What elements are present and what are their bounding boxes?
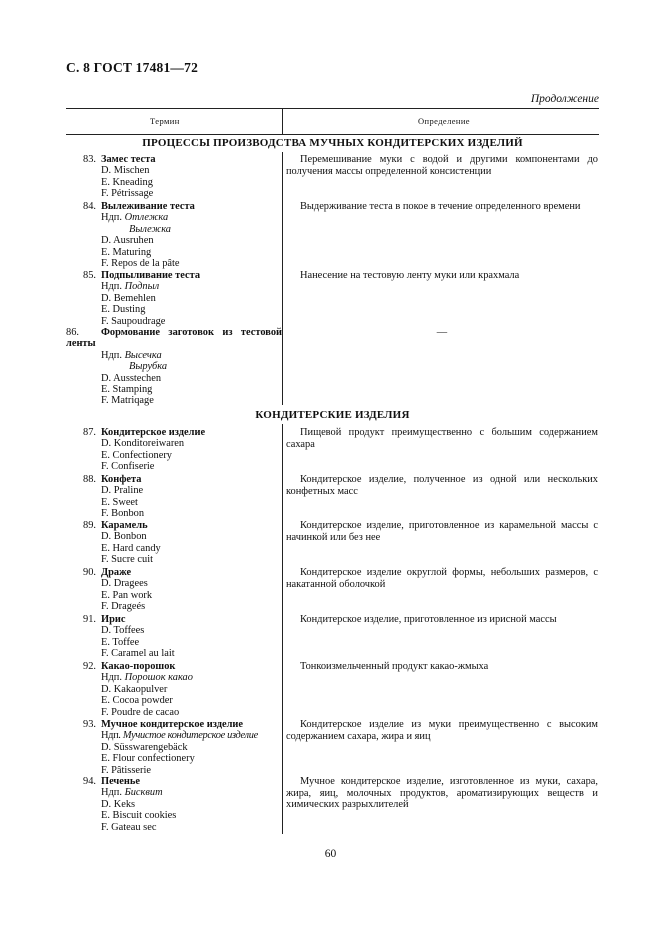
page-header: С. 8 ГОСТ 17481—72 (66, 60, 199, 75)
term-title: Замес теста (101, 154, 156, 165)
definition-90: Кондитерское изделие округлой формы, небольших размеров, с накатанной оболочкой (286, 567, 598, 590)
term-title: Печенье (101, 776, 141, 787)
definition-84: Выдерживание теста в покое в течение определенного времени (300, 201, 581, 212)
continuation-label: Продолжение (530, 93, 599, 105)
entry-88: 88. Конфета D. Praline E. Sweet F. Bonbon (83, 474, 145, 520)
entry-93: 93. Мучное кондитерское изделие Ндп. Мучистое кондитерское изделие D. Süsswarengebäck E. Flour confectionery F. Pâtisserie (83, 719, 258, 776)
column-header-definition: Определение (418, 116, 470, 126)
definition-88: Кондитерское изделие, полученное из одной или нескольких конфетных масс (286, 474, 598, 497)
term-title: Кондитерское изделие (101, 427, 206, 438)
term-title: Формование заготовок из тестовой (101, 327, 282, 338)
term-title: Ирис (101, 614, 126, 625)
term-title: Карамель (101, 520, 148, 531)
entry-85: 85. Подпыливание теста Ндп. Подпыл D. Bemehlen E. Dusting F. Saupoudrage (83, 270, 201, 327)
definition-93: Кондитерское изделие из муки преимущественно с высоким содержанием сахара, жира и яиц (286, 719, 598, 742)
section-heading-products: КОНДИТЕРСКИЕ ИЗДЕЛИЯ (255, 409, 410, 421)
entry-90: 90. Драже D. Dragees E. Pan work F. Drageés (83, 567, 153, 613)
table-top-rule (66, 108, 599, 109)
term-title: Драже (101, 567, 132, 578)
entry-87: 87. Кондитерское изделие D. Konditoreiwaren E. Confectionery F. Confiserie (83, 427, 206, 473)
term-title: Вылеживание теста (101, 201, 195, 212)
definition-91: Кондитерское изделие, приготовленное из ирисной массы (300, 614, 557, 625)
entry-92: 92. Какао-порошок Ндп. Порошок какао D. Kakaopulver E. Cocoa powder F. Poudre de cacao (83, 661, 193, 718)
header-column-divider (282, 108, 283, 134)
term-title: Конфета (101, 474, 142, 485)
term-title: Какао-порошок (101, 661, 176, 672)
entry-83: 83. Замес теста D. Mischen E. Kneading F. Pétrissage (83, 154, 156, 200)
entry-91: 91. Ирис D. Toffees E. Toffee F. Caramel au lait (83, 614, 175, 660)
page-number: 60 (324, 848, 337, 860)
term-title: Мучное кондитерское изделие (101, 719, 244, 730)
header-bottom-rule (66, 134, 599, 135)
column-divider-lower (282, 424, 283, 834)
term-title: Подпыливание теста (101, 270, 201, 281)
definition-89: Кондитерское изделие, приготовленное из карамельной массы с начинкой или без нее (286, 520, 598, 543)
section-heading-processes: ПРОЦЕССЫ ПРОИЗВОДСТВА МУЧНЫХ КОНДИТЕРСКИХ ИЗДЕЛИЙ (142, 137, 523, 149)
definition-92: Тонкоизмельченный продукт какао-жмыха (300, 661, 489, 672)
entry-84: 84. Вылеживание теста Ндп. Отлежка Вылежка D. Ausruhen E. Maturing F. Repos de la pâte (83, 201, 195, 270)
definition-94: Мучное кондитерское изделие, изготовленное из муки, сахара, жира, яиц, молочных продуктов, ароматизирующих веществ и химических разрыхлителей (286, 776, 598, 811)
definition-85: Нанесение на тестовую ленту муки или крахмала (300, 270, 520, 281)
definition-83: Перемешивание муки с водой и другими компонентами до получения массы определенной консистенции (286, 154, 598, 177)
definition-87: Пищевой продукт преимущественно с большим содержанием сахара (286, 427, 598, 450)
entry-86: 86. Формование заготовок из тестовой ленты Ндп. Высечка Вырубка D. Ausstechen E. Stamping F. Matriqage (66, 327, 282, 407)
column-divider-upper (282, 152, 283, 405)
entry-89: 89. Карамель D. Bonbon E. Hard candy F. Sucre cuit (83, 520, 161, 566)
entry-94: 94. Печенье Ндп. Бисквит D. Keks E. Biscuit cookies F. Gateau sec (83, 776, 177, 833)
column-header-term: Термин (150, 116, 180, 126)
definition-86: — (436, 327, 448, 338)
